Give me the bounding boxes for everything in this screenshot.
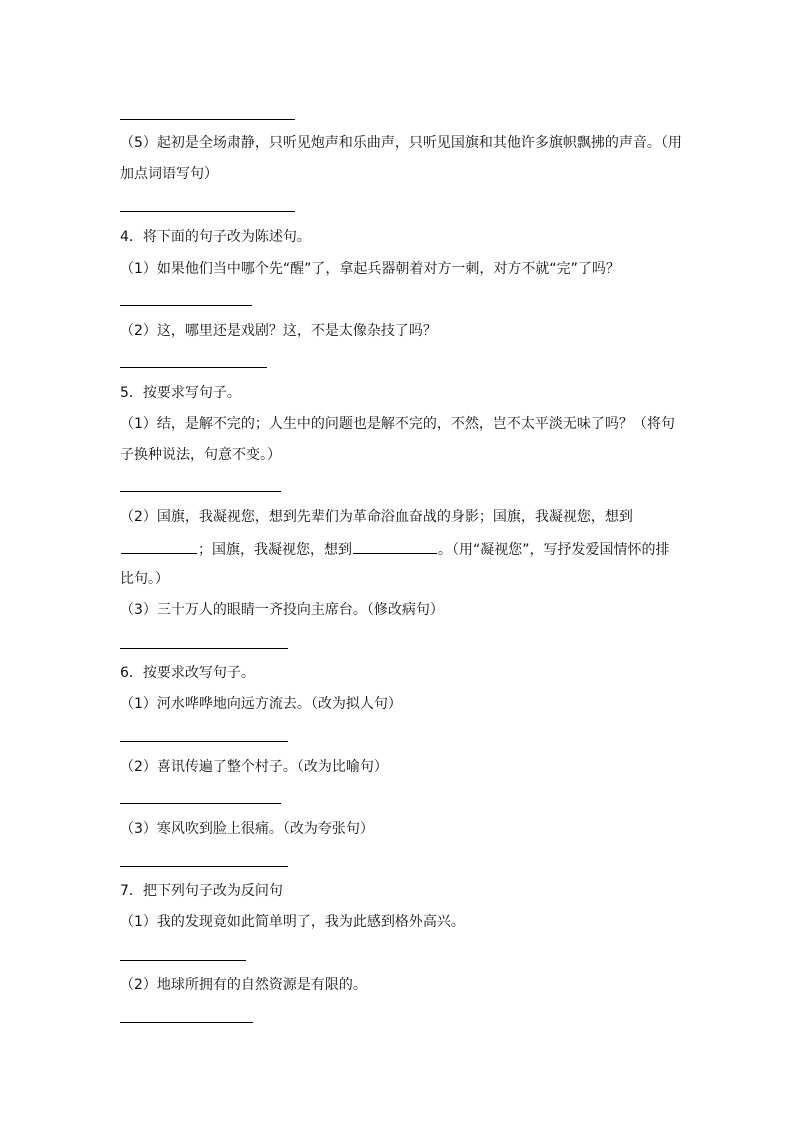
- question-4-2-text: （2）这，哪里还是戏剧？这，不是太像杂技了吗？: [120, 323, 437, 339]
- answer-line[interactable]: [120, 1022, 253, 1023]
- question-5-2-text-end: 比句。）: [120, 571, 169, 587]
- question-6-title: 6．按要求改写句子。: [120, 665, 255, 681]
- answer-line[interactable]: [120, 866, 288, 867]
- answer-line[interactable]: [120, 491, 281, 492]
- answer-line[interactable]: [120, 119, 295, 120]
- question-4-1-text: （1）如果他们当中哪个先“醒”了，拿起兵器朝着对方一刺，对方不就“完”了吗？: [120, 261, 620, 277]
- question-5-2-text-cont: [120, 538, 670, 560]
- answer-line[interactable]: [120, 960, 246, 961]
- answer-line[interactable]: [120, 741, 288, 742]
- question-6-2-text: （2）喜讯传遍了整个村子。（改为比喻句）: [120, 759, 388, 775]
- question-6-1-text: （1）河水哗哗地向远方流去。（改为拟人句）: [120, 696, 402, 712]
- answer-line[interactable]: [120, 803, 281, 804]
- answer-line[interactable]: [120, 211, 295, 212]
- question-6-3-text: （3）寒风吹到脸上很痛。（改为夸张句）: [120, 821, 374, 837]
- question-7-title: 7．把下列句子改为反问句: [120, 883, 283, 899]
- question-3-5-text-cont: 加点词语写句）: [120, 166, 218, 182]
- answer-line[interactable]: [120, 648, 288, 649]
- answer-line[interactable]: [120, 305, 252, 306]
- question-5-1-text: （1）结，是解不完的；人生中的问题也是解不完的，不然，岂不太平淡无味了吗？（将句: [120, 416, 675, 432]
- answer-line[interactable]: [120, 367, 267, 368]
- question-5-1-text-cont: 子换种说法，句意不变。）: [120, 447, 281, 463]
- question-7-2-text: （2）地球所拥有的自然资源是有限的。: [120, 977, 367, 993]
- fill-in-blank[interactable]: [353, 538, 437, 554]
- question-7-1-text: （1）我的发现竟如此简单明了，我为此感到格外高兴。: [120, 914, 465, 930]
- question-5-2-text: （2）国旗，我凝视您，想到先辈们为革命浴血奋战的身影；国旗，我凝视您，想到: [120, 509, 633, 525]
- question-5-2-segment: ；国旗，我凝视您，想到: [198, 542, 352, 558]
- question-5-3-text: （3）三十万人的眼睛一齐投向主席台。（修改病句）: [120, 602, 444, 618]
- question-5-2-segment: 。（用“凝视您”，写抒发爱国情怀的排: [438, 542, 670, 558]
- question-3-5-text: （5）起初是全场肃静，只听见炮声和乐曲声，只听见国旗和其他许多旗帜飘拂的声音。（用: [120, 135, 682, 151]
- question-5-title: 5．按要求写句子。: [120, 385, 241, 401]
- fill-in-blank[interactable]: [121, 538, 197, 554]
- question-4-title: 4．将下面的句子改为陈述句。: [120, 229, 311, 245]
